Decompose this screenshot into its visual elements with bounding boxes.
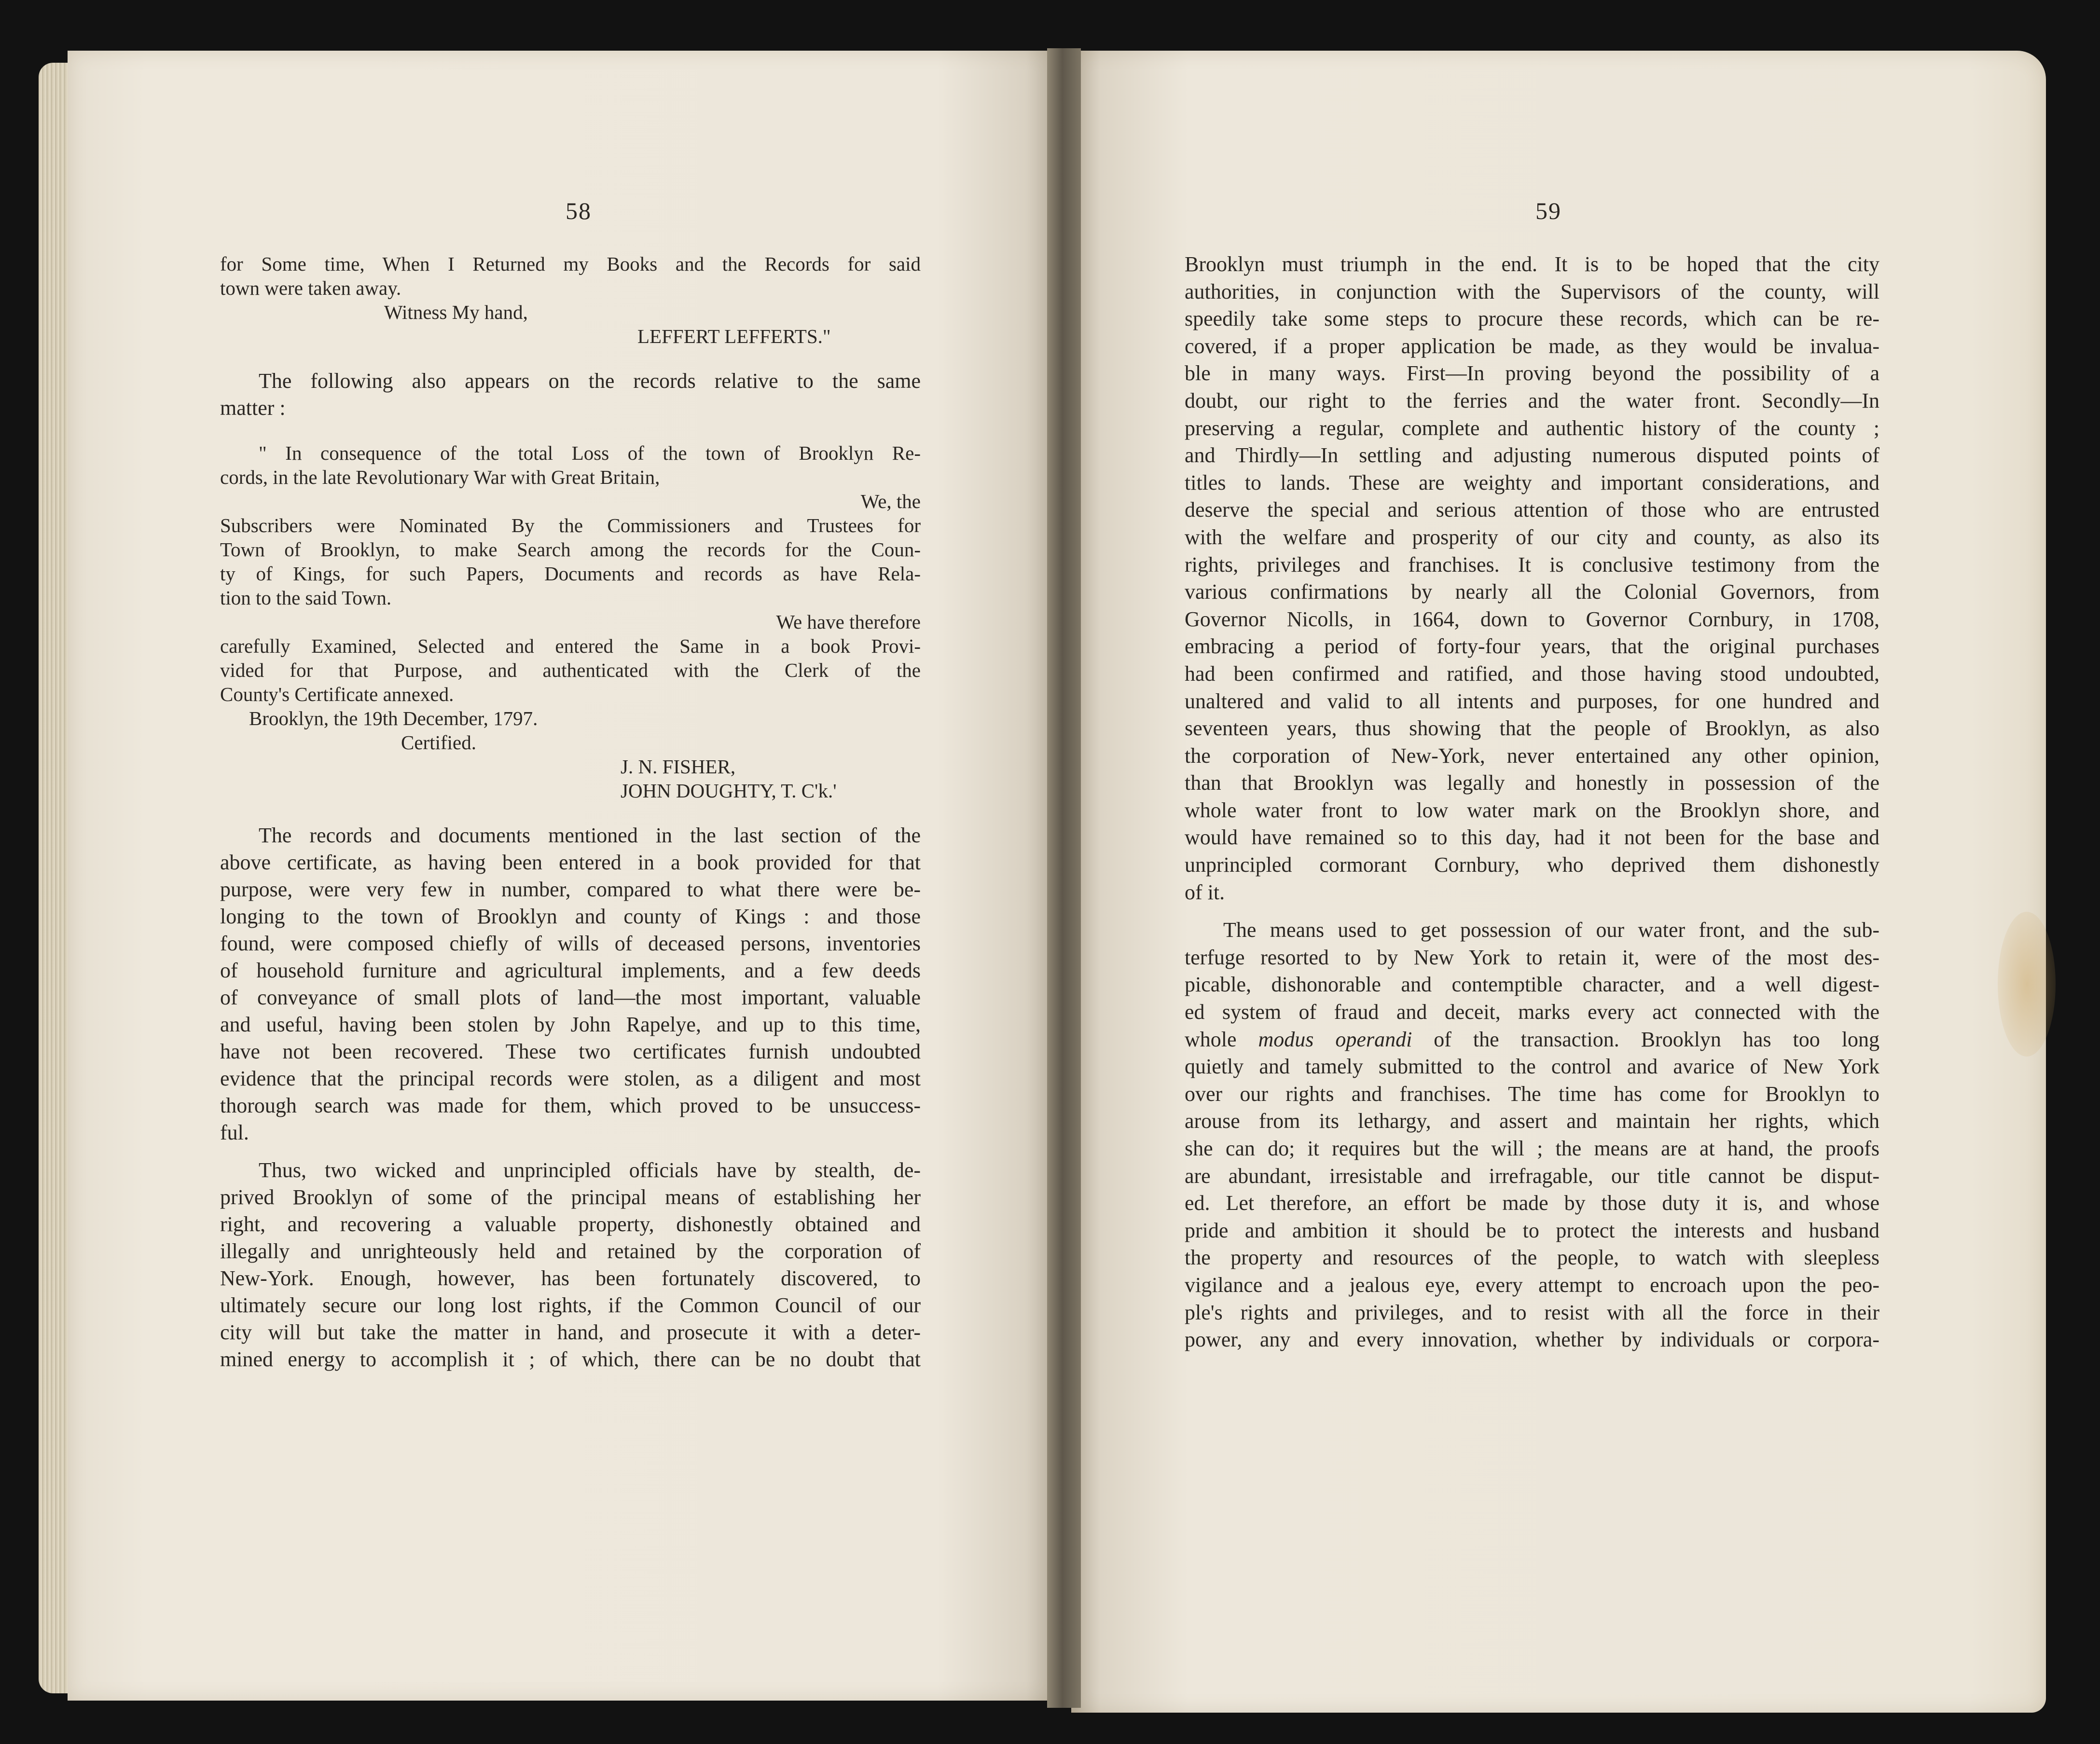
text-line: above certificate, as having been entered in a book provided for that xyxy=(220,851,921,874)
dateline: Brooklyn, the 19th December, 1797. xyxy=(249,707,538,729)
text-line: ty of Kings, for such Papers, Documents and records as have Rela- xyxy=(220,563,921,585)
text-line: We, the xyxy=(860,490,921,512)
text-line: longing to the town of Brooklyn and county of Kings : and those xyxy=(220,905,921,928)
text-line: city will but take the matter in hand, and prosecute it with a deter- xyxy=(220,1320,921,1344)
text-line: had been confirmed and ratified, and those having stood undoubted, xyxy=(1185,661,1879,686)
text-line: We have therefore xyxy=(776,611,921,633)
text-line: of conveyance of small plots of land—the most important, valuable xyxy=(220,986,921,1009)
text-line: right, and recovering a valuable property, dishonestly obtained and xyxy=(220,1212,921,1236)
text-line: County's Certificate annexed. xyxy=(220,683,454,705)
text-line: the property and resources of the people, to watch with sleepless xyxy=(1185,1246,1879,1270)
text-line: she can do; it requires but the will ; the means are at hand, the proofs xyxy=(1185,1137,1879,1160)
text-line: covered, if a proper application be made, as they would be invalua- xyxy=(1185,334,1879,358)
paragraph-records xyxy=(220,822,921,1146)
text-line: vided for that Purpose, and authenticated with the Clerk of the xyxy=(220,659,921,681)
text-line: vigilance and a jealous eye, every attempt to encroach upon the peo- xyxy=(1185,1273,1879,1297)
text-line: Subscribers were Nominated By the Commissioners and Trustees for xyxy=(220,514,921,536)
text-line: have not been recovered. These two certificates furnish undoubted xyxy=(220,1040,921,1063)
text-line: carefully Examined, Selected and entered the Same in a book Provi- xyxy=(220,635,921,657)
text-line: New-York. Enough, however, has been fortunately discovered, to xyxy=(220,1266,921,1290)
text-line: and Thirdly—In settling and adjusting numerous disputed points of xyxy=(1185,443,1879,467)
text-line: rights, privileges and franchises. It is conclusive testimony from the xyxy=(1185,552,1879,577)
intro-paragraph xyxy=(220,368,921,422)
paragraph-means xyxy=(1185,917,1879,1354)
text-fragment: whole xyxy=(1185,1027,1258,1051)
signature-fisher: J. N. FISHER, xyxy=(621,755,736,778)
text-line: mined energy to accomplish it ; of which, there can be no doubt that xyxy=(220,1347,921,1371)
text-line: terfuge resorted to by New York to retain it, were of the most des- xyxy=(1185,945,1879,969)
text-line: deserve the special and serious attention of those who are entrusted xyxy=(1185,498,1879,522)
text-line: prived Brooklyn of some of the principal means of establishing her xyxy=(220,1185,921,1209)
text-line: Thus, two wicked and unprincipled officials have by stealth, de- xyxy=(259,1158,921,1182)
text-line: illegally and unrighteously held and retained by the corporation of xyxy=(220,1239,921,1263)
text-fragment: of the transaction. Brooklyn has too long xyxy=(1412,1027,1879,1051)
text-line: and useful, having been stolen by John Rapelye, and up to this time, xyxy=(220,1013,921,1036)
text-line: unprincipled cormorant Cornbury, who deprived them dishonestly xyxy=(1185,853,1879,877)
text-line: " In consequence of the total Loss of the town of Brooklyn Re- xyxy=(259,442,921,464)
text-line: town were taken away. xyxy=(220,277,401,299)
text-line: thorough search was made for them, which proved to be unsuccess- xyxy=(220,1094,921,1117)
text-line: Town of Brooklyn, to make Search among the records for the Coun- xyxy=(220,538,921,561)
text-line: preserving a regular, complete and authentic history of the county ; xyxy=(1185,416,1879,440)
text-line: ed system of fraud and deceit, marks every act connected with the xyxy=(1185,1000,1879,1024)
text-line: ful. xyxy=(220,1121,249,1144)
text-line: evidence that the principal records were stolen, as a diligent and most xyxy=(220,1067,921,1090)
signature-doughty: JOHN DOUGHTY, T. C'k.' xyxy=(621,780,837,802)
page-number-right: 59 xyxy=(1535,197,1561,224)
text-line: titles to lands. These are weighty and important considerations, and xyxy=(1185,470,1879,494)
paper-stain xyxy=(1998,912,2056,1057)
left-page-text xyxy=(220,252,921,1373)
page-number-left: 58 xyxy=(566,197,592,224)
text-line: ed. Let therefore, an effort be made by those duty it is, and whose xyxy=(1185,1191,1879,1215)
witness-line: Witness My hand, xyxy=(384,301,528,323)
text-line: than that Brooklyn was legally and honestly in possession of the xyxy=(1185,771,1879,795)
signer-line: LEFFERT LEFFERTS." xyxy=(637,325,831,347)
text-line: with the welfare and prosperity of our city and county, as also its xyxy=(1185,525,1879,549)
text-line: The records and documents mentioned in the last section of the xyxy=(259,824,921,847)
book-gutter xyxy=(1047,48,1081,1708)
text-line: are abundant, irresistable and irrefragable, our title cannot be disput- xyxy=(1185,1164,1879,1188)
text-line: arouse from its lethargy, and assert and maintain her rights, which xyxy=(1185,1109,1879,1133)
text-line: ultimately secure our long lost rights, if the Common Council of our xyxy=(220,1293,921,1317)
paragraph-triumph xyxy=(1185,251,1879,906)
text-line: pride and ambition it should be to protect the interests and husband xyxy=(1185,1218,1879,1242)
text-line: The means used to get possession of our water front, and the sub- xyxy=(1223,918,1879,942)
text-line: cords, in the late Revolutionary War with Great Britain, xyxy=(220,466,660,488)
text-line: matter : xyxy=(220,396,286,420)
text-line: over our rights and franchises. The time has come for Brooklyn to xyxy=(1185,1082,1879,1106)
right-page-text xyxy=(1185,251,1879,1354)
text-line: tion to the said Town. xyxy=(220,587,392,609)
text-line: The following also appears on the records relative to the same xyxy=(259,369,921,393)
text-line: quietly and tamely submitted to the control and avarice of New York xyxy=(1185,1055,1879,1079)
text-line: whole water front to low water mark on the Brooklyn shore, and xyxy=(1185,798,1879,822)
text-line: ble in many ways. First—In proving beyond the possibility of a xyxy=(1185,361,1879,385)
text-line: various confirmations by nearly all the Colonial Governors, from xyxy=(1185,580,1879,604)
text-line: for Some time, When I Returned my Books and the Records for said xyxy=(220,253,921,275)
text-line: embracing a period of forty-four years, that the original purchases xyxy=(1185,634,1879,659)
text-line: power, any and every innovation, whether by individuals or corpora- xyxy=(1185,1328,1879,1352)
opening-lines xyxy=(220,252,921,348)
text-line: found, were composed chiefly of wills of deceased persons, inventories xyxy=(220,932,921,955)
quoted-certificate xyxy=(220,441,921,803)
text-line: seventeen years, thus showing that the people of Brooklyn, as also xyxy=(1185,716,1879,741)
text-line: unaltered and valid to all intents and purposes, for one hundred and xyxy=(1185,689,1879,713)
text-line: Brooklyn must triumph in the end. It is to be hoped that the city xyxy=(1185,252,1879,276)
text-line: doubt, our right to the ferries and the water front. Secondly—In xyxy=(1185,388,1879,412)
text-line: Governor Nicolls, in 1664, down to Governor Cornbury, in 1708, xyxy=(1185,607,1879,631)
certified-line: Certified. xyxy=(401,731,476,754)
text-line: speedily take some steps to procure these records, which can be re- xyxy=(1185,307,1879,331)
text-line: of it. xyxy=(1185,880,1225,904)
text-line: would have remained so to this day, had it not been for the base and xyxy=(1185,825,1879,850)
text-line xyxy=(1185,1026,1879,1054)
paragraph-thus xyxy=(220,1157,921,1373)
text-line: authorities, in conjunction with the Supervisors of the county, will xyxy=(1185,279,1879,303)
text-line: the corporation of New-York, never entertained any other opinion, xyxy=(1185,743,1879,768)
text-line: ple's rights and privileges, and to resist with all the force in their xyxy=(1185,1300,1879,1324)
text-line: of household furniture and agricultural implements, and a few deeds xyxy=(220,959,921,982)
text-line: purpose, were very few in number, compared to what there were be- xyxy=(220,878,921,901)
italic-phrase: modus operandi xyxy=(1258,1027,1412,1051)
text-line: picable, dishonorable and contemptible character, and a well digest- xyxy=(1185,973,1879,997)
